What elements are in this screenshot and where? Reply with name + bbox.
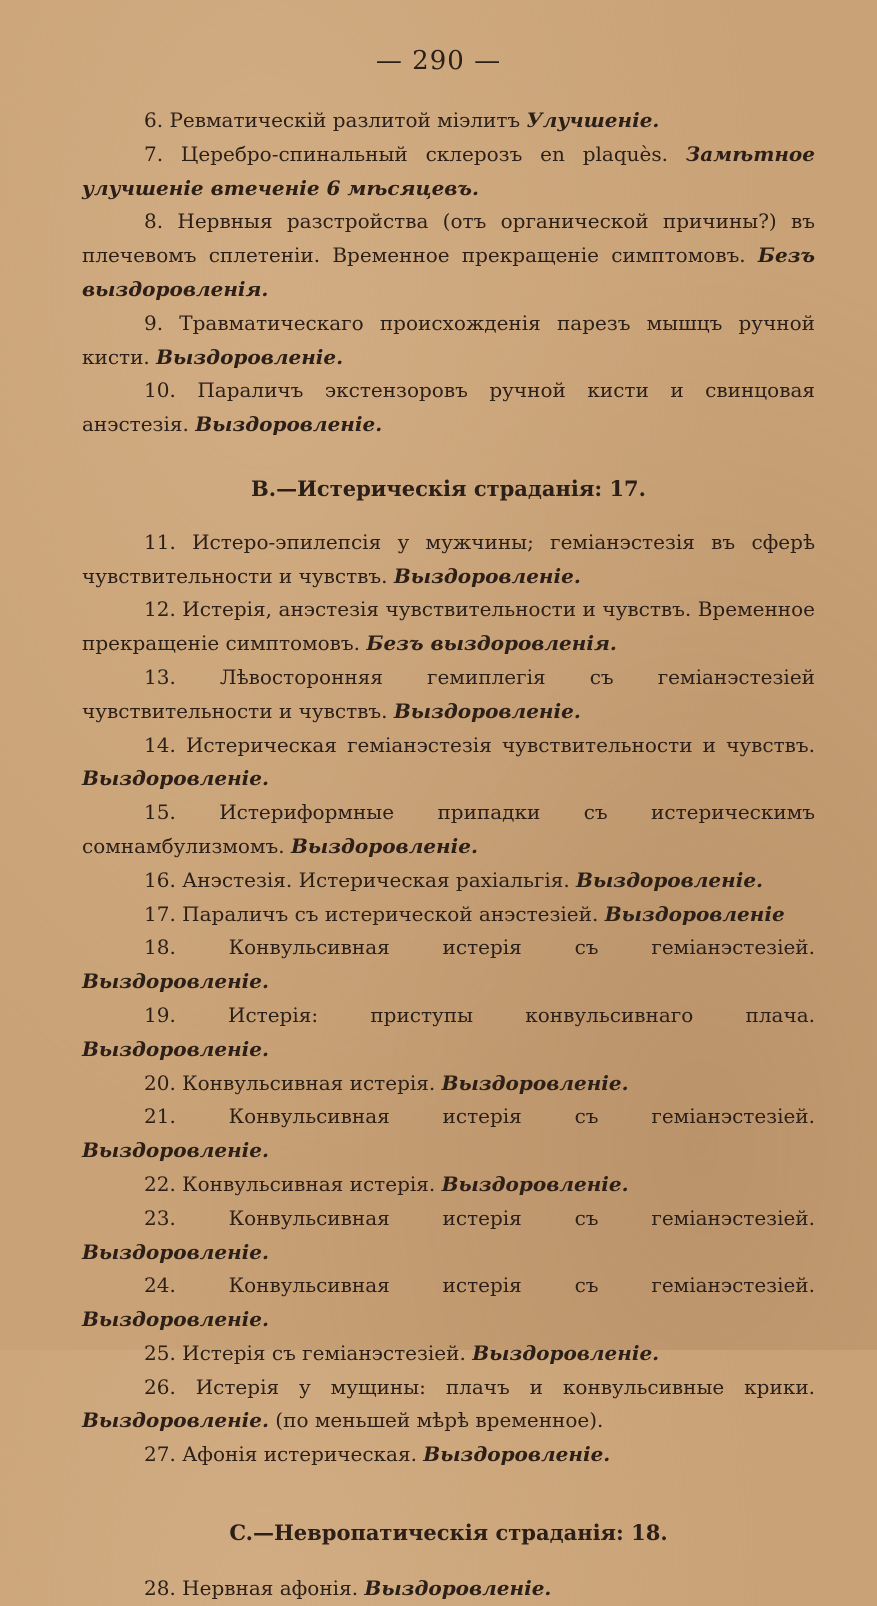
case-entry	[82, 796, 815, 864]
case-description: 24. Конвульсивная истерія съ геміанэстезіей.	[144, 1273, 815, 1298]
case-outcome: Выздоровленіе.	[441, 1070, 629, 1095]
page-number: — 290 —	[375, 46, 502, 76]
case-description: 7. Церебро-спинальный склерозъ en plaquès.	[144, 141, 686, 166]
case-outcome: Выздоровленіе	[604, 901, 785, 926]
case-outcome: Выздоровленіе.	[423, 1442, 611, 1467]
section-heading-c: C.—Невропатическія страданія: 18.	[229, 1520, 668, 1546]
entries-group-b	[82, 526, 815, 1472]
case-entry	[82, 138, 815, 206]
case-entry	[82, 864, 815, 898]
case-description: 17. Параличъ съ истерической анэстезіей.	[144, 901, 605, 926]
case-description: 10. Параличъ экстензоровъ ручной кисти и свинцовая анэстезія.	[82, 378, 815, 437]
case-entry	[82, 593, 815, 661]
case-description: 19. Истерія: приступы конвульсивнаго плача.	[144, 1002, 815, 1027]
case-description: 22. Конвульсивная истерія.	[144, 1171, 442, 1196]
case-description: 23. Конвульсивная истерія съ геміанэстезіей.	[144, 1205, 815, 1230]
case-outcome: Выздоровленіе.	[82, 1307, 269, 1332]
case-outcome: Выздоровленіе.	[364, 1575, 552, 1600]
case-entry	[82, 374, 815, 442]
case-description: 28. Нервная афонія.	[144, 1575, 365, 1600]
case-outcome: Выздоровленіе.	[82, 1408, 269, 1433]
case-description: 16. Анэстезія. Истерическая рахіальгія.	[144, 867, 577, 892]
case-outcome: Выздоровленіе.	[195, 412, 383, 437]
case-outcome: Выздоровленіе.	[290, 833, 478, 858]
case-entry	[82, 1100, 815, 1168]
case-outcome: Выздоровленіе.	[82, 1138, 269, 1163]
case-description: 6. Ревматическій разлитой міэлитъ	[144, 108, 527, 132]
case-outcome: Выздоровленіе.	[576, 867, 763, 892]
case-entry	[82, 999, 815, 1067]
case-description: 15. Истериформные припадки съ истерическимъ сомнамбулизмомъ.	[82, 800, 815, 858]
case-outcome: Замѣтное улучшеніе втеченіе 6 мѣсяцевъ.	[82, 141, 815, 200]
case-outcome: Выздоровленіе.	[82, 969, 269, 994]
case-entry	[82, 104, 815, 138]
case-description: 14. Истерическая геміанэстезія чувствительности и чувствъ.	[144, 732, 815, 757]
case-outcome: Выздоровленіе.	[82, 766, 269, 791]
case-outcome: Безъ выздоровленія.	[82, 243, 815, 301]
case-outcome: Выздоровленіе.	[156, 344, 344, 369]
case-entry	[82, 1168, 815, 1202]
case-description: 21. Конвульсивная истерія съ геміанэстезіей.	[144, 1104, 815, 1129]
case-entry	[82, 1572, 815, 1606]
case-entry	[82, 1202, 815, 1270]
case-entry	[82, 729, 815, 797]
case-outcome: Выздоровленіе.	[82, 1239, 269, 1264]
case-entry	[82, 931, 815, 999]
case-entry	[82, 1438, 815, 1472]
case-outcome: Выздоровленіе.	[393, 563, 581, 588]
page-body	[82, 104, 815, 1606]
case-description: 18. Конвульсивная истерія съ геміанэстезіей.	[144, 935, 815, 960]
entries-group-a	[82, 104, 815, 442]
case-description: 11. Истеро-эпилепсія у мужчины; геміанэстезія въ сферѣ чувствительности и чувствъ.	[82, 529, 815, 588]
case-entry	[82, 898, 815, 932]
case-entry	[82, 1337, 815, 1371]
case-entry	[82, 526, 815, 594]
case-description: 8. Нервныя разстройства (отъ органической причины?) въ плечевомъ сплетеніи. Временное прекращеніе симптомовъ.	[82, 209, 815, 268]
case-entry	[82, 1269, 815, 1337]
case-description: 20. Конвульсивная истерія.	[144, 1070, 442, 1095]
case-description: 12. Истерія, анэстезія чувствительности и чувствъ. Временное прекращеніе симптомовъ.	[82, 597, 815, 656]
case-description: 27. Афонія истерическая.	[144, 1442, 424, 1467]
section-heading-b: B.—Истерическія страданія: 17.	[251, 475, 646, 501]
case-entry	[82, 307, 815, 375]
case-note: (по меньшей мѣрѣ временное).	[268, 1408, 604, 1433]
case-description: 9. Травматическаго происхожденія парезъ мышцъ ручной кисти.	[82, 310, 815, 369]
case-outcome: Выздоровленіе.	[441, 1171, 629, 1196]
case-description: 13. Лѣвосторонняя гемиплегія съ геміанэстезіей чувствительности и чувствъ.	[82, 664, 815, 723]
case-outcome: Улучшеніе.	[526, 108, 660, 132]
case-outcome: Выздоровленіе.	[82, 1036, 269, 1061]
case-description: 25. Истерія съ геміанэстезіей.	[144, 1340, 473, 1365]
case-entry	[82, 205, 815, 306]
case-description: 26. Истерія у мущины: плачъ и конвульсивные крики.	[144, 1374, 815, 1399]
entries-group-c	[82, 1572, 815, 1606]
case-outcome: Безъ выздоровленія.	[366, 631, 617, 656]
case-entry	[82, 1067, 815, 1101]
case-outcome: Выздоровленіе.	[472, 1340, 660, 1365]
case-entry	[82, 1371, 815, 1439]
case-outcome: Выздоровленіе.	[393, 698, 581, 723]
case-entry	[82, 661, 815, 729]
